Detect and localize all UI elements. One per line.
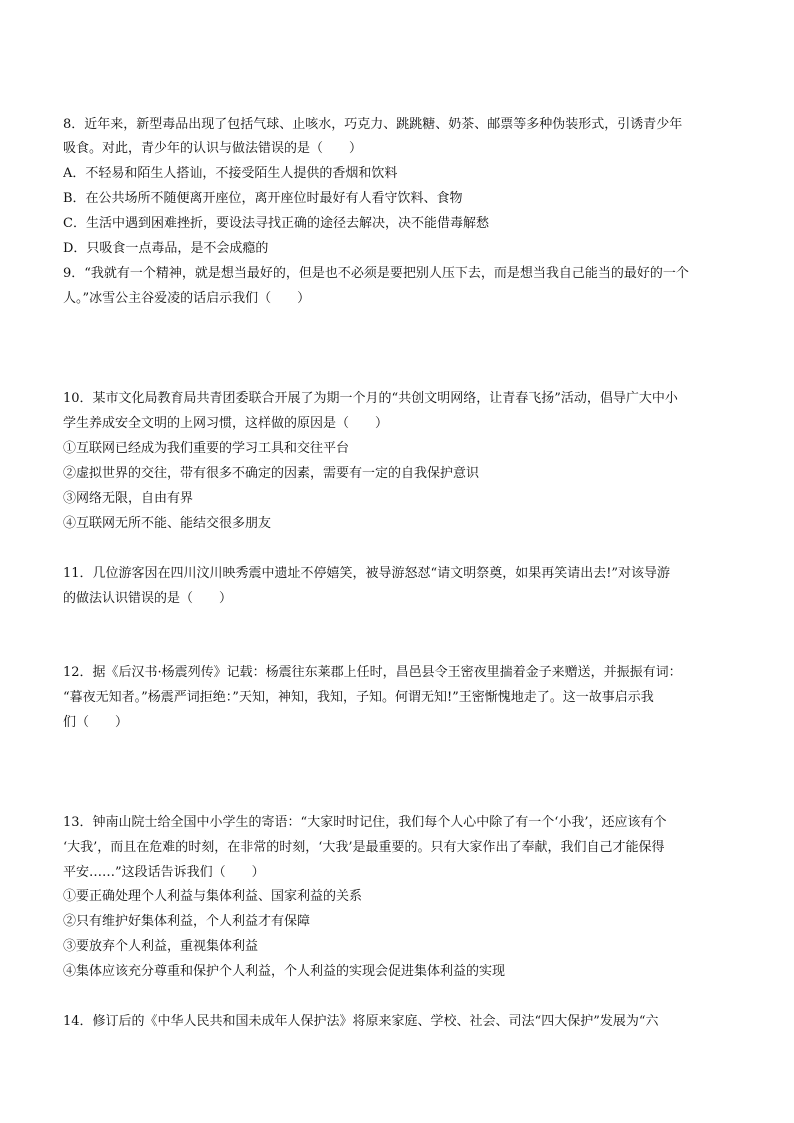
q12-stem-line-2: “暮夜无知者。”杨震严词拒绝：”天知，神知，我知，子知。何谓无知!”王密惭愧地走了。这一故事启示我 xyxy=(63,690,654,705)
q9-stem-line-2: 人。”冰雪公主谷爱凌的话启示我们（ ） xyxy=(63,291,311,306)
q10-stem-line-2: 学生养成安全文明的上网习惯，这样做的原因是（ ） xyxy=(63,416,389,431)
q8-stem-line-1: 8．近年来，新型毒品出现了包括气球、止咳水，巧克力、跳跳糖、奶茶、邮票等多种伪装形式，引诱青少年 xyxy=(63,117,683,132)
q12-stem-line-3: 们（ ） xyxy=(63,715,129,730)
q8-option-a: A．不轻易和陌生人搭讪，不接受陌生人提供的香烟和饮料 xyxy=(63,166,398,181)
q13-stem-line-3: 平安……”这段话告诉我们（ ） xyxy=(63,865,265,880)
q8-option-c: C．生活中遇到困难挫折，要设法寻找正确的途径去解决，决不能借毒解愁 xyxy=(63,216,489,231)
q10-stem-line-1: 10．某市文化局教育局共青团委联合开展了为期一个月的“共创文明网络，让青春飞扬”活动，倡导广大中小 xyxy=(63,391,678,406)
q14-stem-line-1: 14．修订后的《中华人民共和国未成年人保护法》将原来家庭、学校、社会、司法“四大保护”发展为“六 xyxy=(63,1014,659,1029)
q10-statement-3: ③网络无限，自由有界 xyxy=(63,491,194,506)
q8-option-b: B．在公共场所不随便离开座位，离开座位时最好有人看守饮料、食物 xyxy=(63,191,463,206)
q13-stem-line-1: 13．钟南山院士给全国中小学生的寄语：“大家时时记住，我们每个人心中除了有一个‘小我’，还应该有个 xyxy=(63,815,667,830)
q9-stem-line-1: 9．“我就有一个精神，就是想当最好的，但是也不必须是要把别人压下去，而是想当我自己能当的最好的一个 xyxy=(63,266,689,281)
q13-statement-2: ②只有维护好集体利益，个人利益才有保障 xyxy=(63,914,311,929)
q8-stem-line-2: 吸食。对此，青少年的认识与做法错误的是（ ） xyxy=(63,141,363,156)
q11-stem-line-1: 11．几位游客因在四川汶川映秀震中遗址不停嬉笑，被导游怒怼“请文明祭奠，如果再笑请出去!”对该导游 xyxy=(63,566,671,581)
q8-option-d: D．只吸食一点毒品，是不会成瘾的 xyxy=(63,241,269,256)
q11-stem-line-2: 的做法认识错误的是（ ） xyxy=(63,591,233,606)
q13-stem-line-2: ‘大我’，而且在危难的时刻，在非常的时刻，‘大我’是最重要的。只有大家作出了奉献，我们自己才能保得 xyxy=(63,840,665,855)
q13-statement-3: ③要放弃个人利益，重视集体利益 xyxy=(63,939,259,954)
q13-statement-4: ④集体应该充分尊重和保护个人利益，个人利益的实现会促进集体利益的实现 xyxy=(63,964,506,979)
q13-statement-1: ①要正确处理个人利益与集体利益、国家利益的关系 xyxy=(63,889,363,904)
q12-stem-line-1: 12．据《后汉书·杨震列传》记载：杨震往东莱郡上任时，昌邑县令王密夜里揣着金子来赠送，并振振有词： xyxy=(63,665,682,680)
q10-statement-1: ①互联网已经成为我们重要的学习工具和交往平台 xyxy=(63,441,350,456)
q10-statement-2: ②虚拟世界的交往，带有很多不确定的因素，需要有一定的自我保护意识 xyxy=(63,466,480,481)
q10-statement-4: ④互联网无所不能、能结交很多朋友 xyxy=(63,516,272,531)
